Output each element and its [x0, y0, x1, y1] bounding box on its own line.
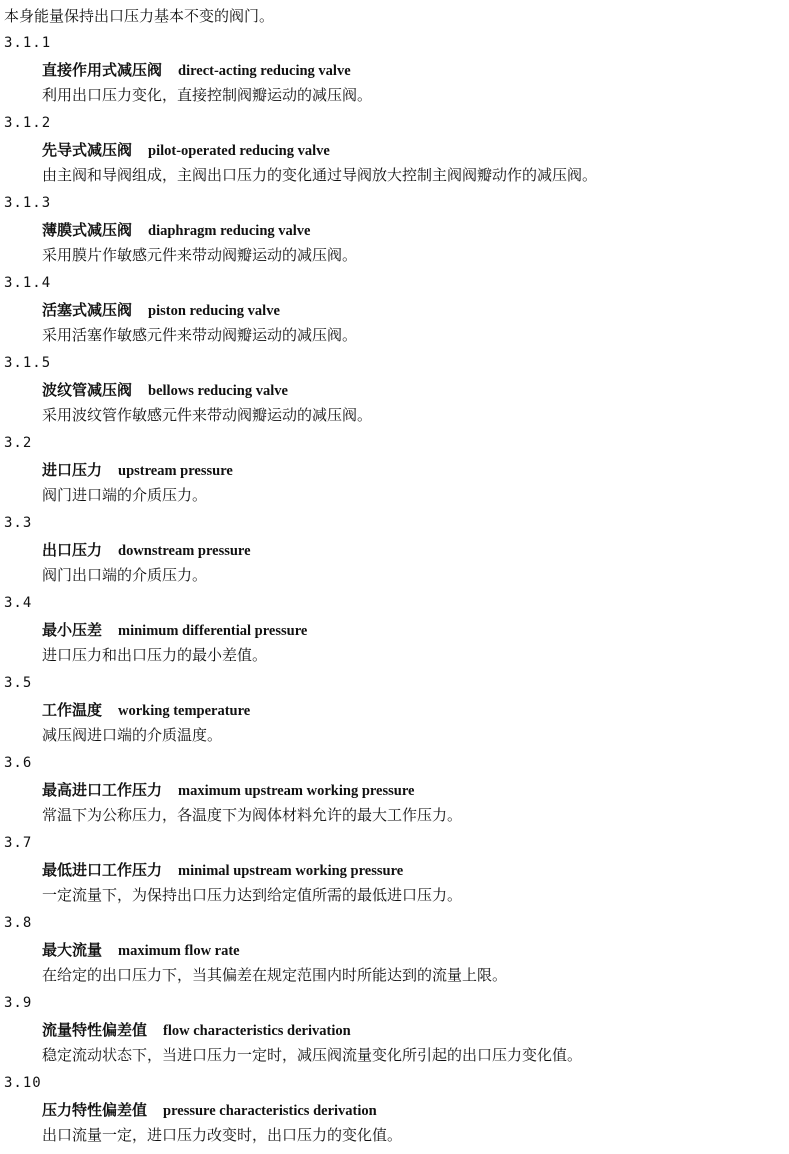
term-entry-3-8 [0, 914, 789, 994]
term-english: downstream pressure [118, 543, 251, 559]
term-definition: 采用活塞作敏感元件来带动阀瓣运动的减压阀。 [42, 326, 358, 344]
term-line [42, 380, 288, 401]
clause-number: 3.1.1 [4, 35, 52, 51]
term-definition: 利用出口压力变化，直接控制阀瓣运动的减压阀。 [42, 86, 373, 104]
term-entry-3-9 [0, 994, 789, 1074]
term-definition: 进口压力和出口压力的最小差值。 [42, 646, 268, 664]
term-english: pressure characteristics derivation [163, 1103, 377, 1119]
clause-number: 3.1.3 [4, 195, 52, 211]
term-line [42, 620, 307, 641]
term-english: minimal upstream working pressure [178, 863, 404, 879]
term-english: diaphragm reducing valve [148, 223, 311, 239]
term-entry-3-1-4 [0, 274, 789, 354]
term-chinese: 先导式减压阀 [42, 141, 133, 159]
clause-number: 3.5 [4, 675, 33, 691]
term-chinese: 直接作用式减压阀 [42, 61, 163, 79]
term-line [42, 860, 403, 881]
clause-number: 3.7 [4, 835, 33, 851]
term-chinese: 最小压差 [42, 621, 103, 639]
term-line [42, 700, 250, 721]
term-chinese: 最低进口工作压力 [42, 861, 163, 879]
term-english: bellows reducing valve [148, 383, 288, 399]
term-line [42, 540, 251, 561]
term-line [42, 780, 414, 801]
term-english: working temperature [118, 703, 251, 719]
term-chinese: 压力特性偏差值 [42, 1101, 148, 1119]
clause-number: 3.8 [4, 915, 33, 931]
clause-number: 3.1.2 [4, 115, 52, 131]
term-english: maximum upstream working pressure [178, 783, 415, 799]
term-entry-3-3 [0, 514, 789, 594]
term-definition: 阀门出口端的介质压力。 [42, 566, 208, 584]
clause-number: 3.1.5 [4, 355, 52, 371]
term-definition: 一定流量下，为保持出口压力达到给定值所需的最低进口压力。 [42, 886, 463, 904]
term-line [42, 1100, 377, 1121]
clause-number: 3.4 [4, 595, 33, 611]
term-chinese: 工作温度 [42, 701, 103, 719]
term-english: upstream pressure [118, 463, 233, 479]
term-definition: 出口流量一定，进口压力改变时，出口压力的变化值。 [42, 1126, 403, 1144]
term-line [42, 460, 233, 481]
term-entry-3-7 [0, 834, 789, 914]
term-line [42, 300, 280, 321]
term-entry-3-10 [0, 1074, 789, 1154]
term-english: direct-acting reducing valve [178, 63, 351, 79]
term-entry-3-5 [0, 674, 789, 754]
clause-number: 3.2 [4, 435, 33, 451]
clause-number: 3.1.4 [4, 275, 52, 291]
term-line [42, 60, 351, 81]
term-line [42, 220, 310, 241]
term-chinese: 薄膜式减压阀 [42, 221, 133, 239]
term-entry-3-2 [0, 434, 789, 514]
term-line [42, 1020, 351, 1041]
term-english: pilot-operated reducing valve [148, 143, 330, 159]
term-chinese: 最大流量 [42, 941, 103, 959]
term-definition: 稳定流动状态下，当进口压力一定时，减压阀流量变化所引起的出口压力变化值。 [42, 1046, 583, 1064]
term-definition: 在给定的出口压力下，当其偏差在规定范围内时所能达到的流量上限。 [42, 966, 508, 984]
term-entry-3-1-2 [0, 114, 789, 194]
intro-text: 本身能量保持出口压力基本不变的阀门。 [4, 7, 275, 25]
term-english: maximum flow rate [118, 943, 240, 959]
term-definition: 阀门进口端的介质压力。 [42, 486, 208, 504]
term-chinese: 活塞式减压阀 [42, 301, 133, 319]
term-english: piston reducing valve [148, 303, 280, 319]
term-definition: 减压阀进口端的介质温度。 [42, 726, 223, 744]
term-entry-3-1-3 [0, 194, 789, 274]
term-entry-3-4 [0, 594, 789, 674]
term-chinese: 出口压力 [42, 541, 103, 559]
clause-number: 3.10 [4, 1075, 42, 1091]
clause-number: 3.6 [4, 755, 33, 771]
term-chinese: 最高进口工作压力 [42, 781, 163, 799]
term-chinese: 进口压力 [42, 461, 103, 479]
term-definition: 采用膜片作敏感元件来带动阀瓣运动的减压阀。 [42, 246, 358, 264]
clause-number: 3.3 [4, 515, 33, 531]
term-entry-3-6 [0, 754, 789, 834]
term-line [42, 140, 330, 161]
term-line [42, 940, 240, 961]
clause-number: 3.9 [4, 995, 33, 1011]
term-definition: 由主阀和导阀组成，主阀出口压力的变化通过导阀放大控制主阀阀瓣动作的减压阀。 [42, 166, 598, 184]
term-chinese: 流量特性偏差值 [42, 1021, 148, 1039]
term-english: flow characteristics derivation [163, 1023, 351, 1039]
term-english: minimum differential pressure [118, 623, 308, 639]
term-entry-3-1-5 [0, 354, 789, 434]
term-entry-3-1-1 [0, 34, 789, 114]
term-definition: 常温下为公称压力，各温度下为阀体材料允许的最大工作压力。 [42, 806, 463, 824]
term-chinese: 波纹管减压阀 [42, 381, 133, 399]
term-definition: 采用波纹管作敏感元件来带动阀瓣运动的减压阀。 [42, 406, 373, 424]
